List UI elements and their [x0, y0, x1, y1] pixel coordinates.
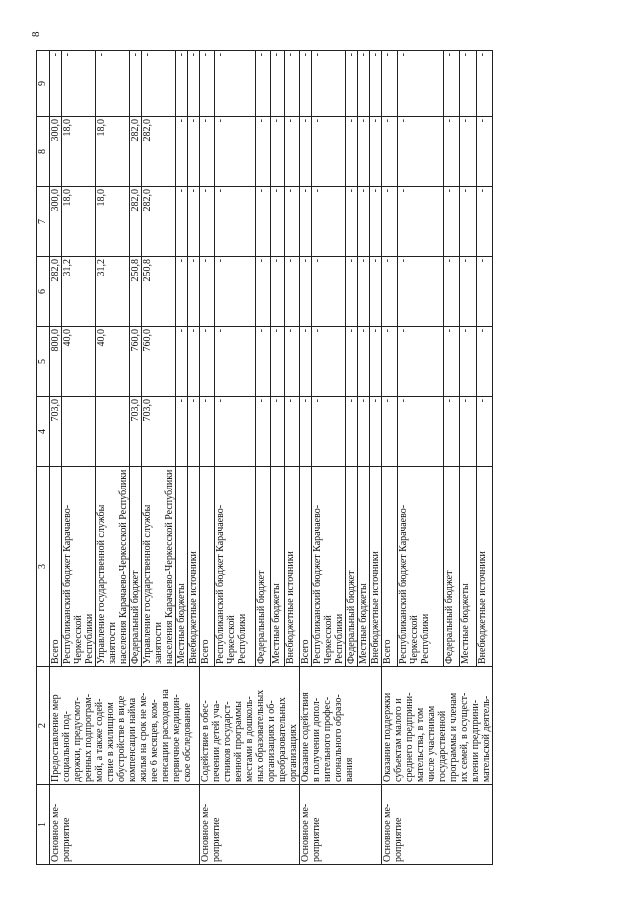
amount-cell: - [214, 397, 255, 467]
page-number: 8 [30, 31, 42, 37]
amount-cell: - [176, 187, 188, 257]
funding-source-cell: Местные бюджеты [270, 467, 285, 667]
amount-cell: 300,0 [50, 117, 62, 187]
amount-cell: - [460, 397, 476, 467]
funding-source-cell: Местные бюджеты [176, 467, 188, 667]
amount-cell: - [346, 327, 358, 397]
amount-cell: - [444, 187, 460, 257]
measure-name-cell: Оказание поддержки субъектам малого и среднего предприни- мательства, в том числе участникам государственной программы и членам их семей, в осущест- влении предприни- мательской деятель- [382, 667, 493, 785]
amount-cell: - [188, 51, 200, 117]
amount-cell: - [285, 257, 300, 327]
amount-cell: - [285, 397, 300, 467]
amount-cell: - [214, 117, 255, 187]
amount-cell: - [370, 51, 382, 117]
amount-cell: - [398, 397, 444, 467]
amount-cell: - [142, 51, 176, 117]
amount-cell: - [382, 327, 398, 397]
amount-cell: 40,0 [62, 327, 96, 397]
funding-source-cell: Республиканский бюджет Карачаево-Черкесской Республики [312, 467, 346, 667]
amount-cell: - [176, 327, 188, 397]
amount-cell: - [312, 187, 346, 257]
amount-cell: - [312, 397, 346, 467]
funding-source-cell: Федеральный бюджет [346, 467, 358, 667]
amount-cell: 282,0 [130, 117, 142, 187]
amount-cell: - [476, 327, 492, 397]
funding-source-cell: Всего [300, 467, 312, 667]
amount-cell: 31,2 [62, 257, 96, 327]
amount-cell: 18,0 [62, 117, 96, 187]
amount-cell: - [312, 51, 346, 117]
amount-cell: - [200, 397, 215, 467]
amount-cell: 760,0 [130, 327, 142, 397]
table-row [50, 51, 62, 865]
funding-source-cell: Федеральный бюджет [130, 467, 142, 667]
amount-cell: - [300, 257, 312, 327]
amount-cell: - [398, 327, 444, 397]
funding-source-cell: Федеральный бюджет [256, 467, 271, 667]
amount-cell: - [358, 327, 370, 397]
amount-cell: - [176, 397, 188, 467]
table-row [382, 51, 398, 865]
amount-cell: - [346, 187, 358, 257]
funding-source-cell: Всего [50, 467, 62, 667]
amount-cell: - [214, 327, 255, 397]
amount-cell: - [270, 51, 285, 117]
table-row [200, 51, 215, 865]
amount-cell: - [214, 51, 255, 117]
amount-cell [62, 397, 96, 467]
funding-source-cell: Внебюджетные источники [370, 467, 382, 667]
amount-cell: - [476, 117, 492, 187]
amount-cell: 703,0 [50, 397, 62, 467]
amount-cell: - [370, 117, 382, 187]
amount-cell: - [444, 257, 460, 327]
funding-source-cell: Местные бюджеты [358, 467, 370, 667]
header-cell: 7 [37, 187, 50, 257]
amount-cell: - [444, 117, 460, 187]
amount-cell: - [214, 187, 255, 257]
header-cell: 4 [37, 397, 50, 467]
funding-source-cell: Федеральный бюджет [444, 467, 460, 667]
amount-cell: - [460, 117, 476, 187]
amount-cell: - [300, 327, 312, 397]
amount-cell: - [130, 51, 142, 117]
amount-cell: - [398, 51, 444, 117]
amount-cell: 300,0 [50, 187, 62, 257]
amount-cell: - [476, 257, 492, 327]
amount-cell: 18,0 [96, 187, 130, 257]
amount-cell: - [270, 187, 285, 257]
amount-cell: 250,8 [130, 257, 142, 327]
amount-cell: - [270, 327, 285, 397]
funding-source-cell: Внебюджетные источники [476, 467, 492, 667]
amount-cell: - [188, 117, 200, 187]
amount-cell: - [270, 397, 285, 467]
amount-cell: - [370, 257, 382, 327]
amount-cell: - [176, 51, 188, 117]
amount-cell: - [382, 257, 398, 327]
amount-cell: - [188, 187, 200, 257]
amount-cell: - [460, 187, 476, 257]
measure-name-cell: Предоставление мер социальной под- держки, предусмот- ренных подпрограм- мой, а также содей- ствие в жилищном обустройстве в виде компенсации найма жилья на срок не ме- нее 6 месяцев, ком- пенсации расходов на первичное медицин- ское обследование [50, 667, 200, 785]
measure-type-cell: Основное ме- роприятие [50, 785, 200, 865]
amount-cell: - [96, 51, 130, 117]
amount-cell: - [200, 117, 215, 187]
amount-cell: 40,0 [96, 327, 130, 397]
amount-cell: - [382, 187, 398, 257]
header-cell: 3 [37, 467, 50, 667]
amount-cell: 703,0 [130, 397, 142, 467]
amount-cell: - [50, 51, 62, 117]
header-cell: 9 [37, 51, 50, 117]
amount-cell: - [62, 51, 96, 117]
amount-cell: 800,0 [50, 327, 62, 397]
amount-cell: - [300, 187, 312, 257]
measure-name-cell: Содействие в обес- печении детей уча- стников государст- венной программы местами в дошколь- ных образовательных организациях и об- щеобразовательных организациях [200, 667, 300, 785]
header-cell: 1 [37, 785, 50, 865]
amount-cell: - [358, 51, 370, 117]
amount-cell: 282,0 [142, 117, 176, 187]
amount-cell: - [300, 397, 312, 467]
amount-cell: - [370, 187, 382, 257]
amount-cell: 703,0 [142, 397, 176, 467]
amount-cell: - [200, 51, 215, 117]
amount-cell: - [476, 51, 492, 117]
amount-cell: - [200, 187, 215, 257]
amount-cell: 282,0 [50, 257, 62, 327]
amount-cell: - [476, 187, 492, 257]
amount-cell: - [256, 117, 271, 187]
amount-cell: - [444, 327, 460, 397]
amount-cell: - [460, 327, 476, 397]
amount-cell: - [346, 397, 358, 467]
measure-name-cell: Оказание содействия в получении допол- нительного профес- сионального образо- вания [300, 667, 382, 785]
amount-cell: - [358, 187, 370, 257]
amount-cell: - [444, 51, 460, 117]
funding-source-cell: Управление государственной службы занятости населения Карачаево-Черкесской Республики [142, 467, 176, 667]
amount-cell [96, 397, 130, 467]
funding-source-cell: Республиканский бюджет Карачаево-Черкесской Республики [214, 467, 255, 667]
amount-cell: - [312, 257, 346, 327]
amount-cell: - [188, 257, 200, 327]
amount-cell: - [214, 257, 255, 327]
funding-source-cell: Всего [200, 467, 215, 667]
funding-source-cell: Управление государственной службы занятости населения Карачаево-Черкесской Республики [96, 467, 130, 667]
amount-cell: - [358, 397, 370, 467]
amount-cell: - [346, 51, 358, 117]
amount-cell: - [176, 257, 188, 327]
amount-cell: - [382, 51, 398, 117]
amount-cell: - [270, 257, 285, 327]
amount-cell: - [444, 397, 460, 467]
amount-cell: - [256, 51, 271, 117]
amount-cell: - [358, 257, 370, 327]
table-row [300, 51, 312, 865]
amount-cell: - [256, 187, 271, 257]
funding-source-cell: Внебюджетные источники [285, 467, 300, 667]
amount-cell: - [200, 327, 215, 397]
amount-cell: - [476, 397, 492, 467]
amount-cell: - [188, 397, 200, 467]
amount-cell: - [285, 187, 300, 257]
header-cell: 2 [37, 667, 50, 785]
amount-cell: - [256, 327, 271, 397]
amount-cell: - [370, 327, 382, 397]
amount-cell: 31,2 [96, 257, 130, 327]
funding-source-cell: Республиканский бюджет Карачаево-Черкесской Республики [398, 467, 444, 667]
amount-cell: - [312, 117, 346, 187]
table-body [50, 51, 493, 865]
amount-cell: 18,0 [62, 187, 96, 257]
funding-source-cell: Республиканский бюджет Карачаево-Черкесской Республики [62, 467, 96, 667]
funding-source-cell: Внебюджетные источники [188, 467, 200, 667]
amount-cell: - [460, 51, 476, 117]
header-row [37, 51, 50, 865]
amount-cell: - [270, 117, 285, 187]
amount-cell: - [370, 397, 382, 467]
amount-cell: - [398, 117, 444, 187]
amount-cell: - [188, 327, 200, 397]
amount-cell: - [200, 257, 215, 327]
amount-cell: - [398, 187, 444, 257]
amount-cell: 250,8 [142, 257, 176, 327]
amount-cell: - [358, 117, 370, 187]
header-cell: 5 [37, 327, 50, 397]
funding-source-cell: Всего [382, 467, 398, 667]
measure-type-cell: Основное ме- роприятие [382, 785, 493, 865]
amount-cell: - [312, 327, 346, 397]
header-cell: 8 [37, 117, 50, 187]
funding-table [36, 50, 493, 865]
amount-cell: - [285, 327, 300, 397]
measure-type-cell: Основное ме- роприятие [200, 785, 300, 865]
header-cell: 6 [37, 257, 50, 327]
amount-cell: - [382, 397, 398, 467]
amount-cell: 282,0 [130, 187, 142, 257]
amount-cell: - [346, 257, 358, 327]
amount-cell: 18,0 [96, 117, 130, 187]
amount-cell: - [300, 117, 312, 187]
amount-cell: - [256, 397, 271, 467]
amount-cell: - [300, 51, 312, 117]
amount-cell: - [285, 51, 300, 117]
funding-source-cell: Местные бюджеты [460, 467, 476, 667]
amount-cell: 282,0 [142, 187, 176, 257]
amount-cell: - [398, 257, 444, 327]
amount-cell: 760,0 [142, 327, 176, 397]
amount-cell: - [460, 257, 476, 327]
amount-cell: - [256, 257, 271, 327]
amount-cell: - [382, 117, 398, 187]
amount-cell: - [285, 117, 300, 187]
amount-cell: - [346, 117, 358, 187]
amount-cell: - [176, 117, 188, 187]
measure-type-cell: Основное ме- роприятие [300, 785, 382, 865]
